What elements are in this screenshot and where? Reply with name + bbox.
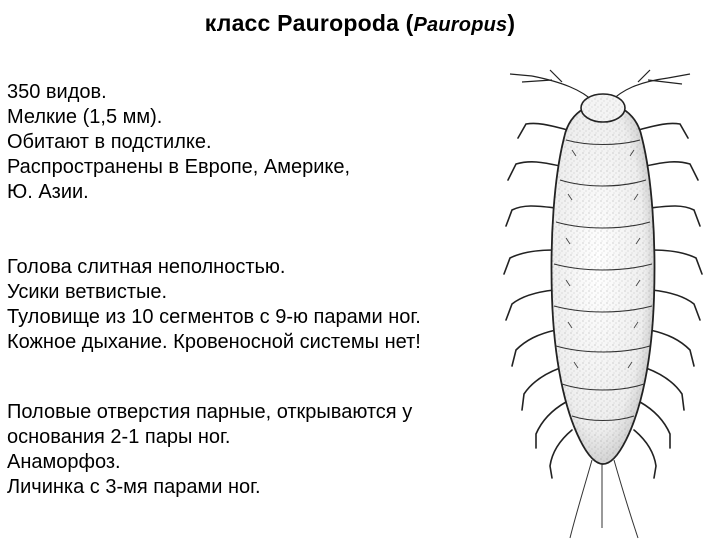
text-line: Распространены в Европе, Америке,	[7, 156, 351, 178]
text-line: Туловище из 10 сегментов с 9-ю парами ног.	[7, 306, 421, 328]
text-line: Анаморфоз.	[7, 451, 121, 473]
pauropus-illustration	[492, 68, 720, 540]
anatomy-text-block	[7, 255, 421, 355]
text-line: Усики ветвистые.	[7, 281, 168, 303]
pauropus-drawing-icon	[492, 68, 720, 540]
text-line: Мелкие (1,5 мм).	[7, 106, 163, 128]
text-line: Личинка с 3-мя парами ног.	[7, 476, 261, 498]
reproduction-text-block	[7, 400, 412, 500]
text-line: основания 2-1 пары ног.	[7, 426, 231, 448]
title-prefix: класс Pauropoda (	[204, 10, 414, 36]
text-line: Обитают в подстилке.	[7, 131, 212, 153]
page-title	[0, 10, 720, 37]
text-line: 350 видов.	[7, 81, 107, 103]
title-suffix: )	[507, 10, 516, 36]
text-line: Половые отверстия парные, открываются у	[7, 401, 413, 423]
distribution-text-block	[7, 80, 350, 205]
text-line: Кожное дыхание. Кровеносной системы нет!	[7, 331, 421, 353]
text-line: Ю. Азии.	[7, 181, 89, 203]
title-latin-name: Pauropus	[413, 14, 508, 36]
text-line: Голова слитная неполностью.	[7, 256, 286, 278]
